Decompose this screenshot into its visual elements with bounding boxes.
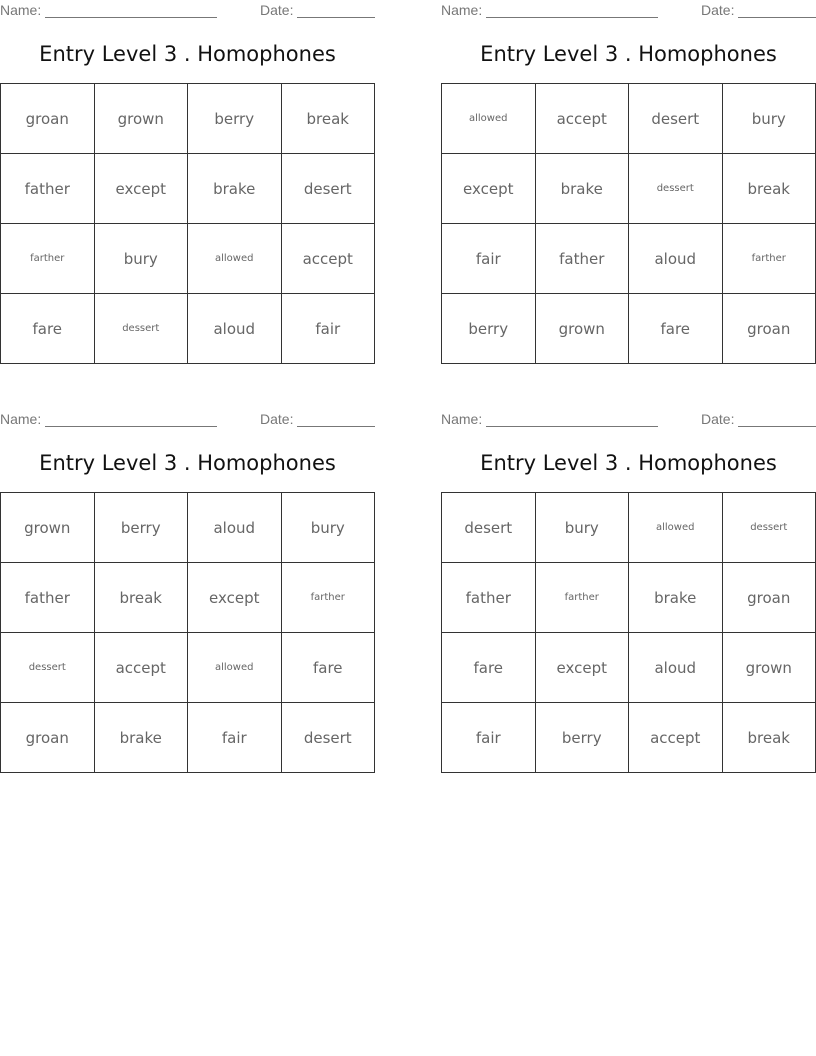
word-cell: desert: [629, 84, 723, 154]
word-cell: break: [94, 563, 188, 633]
word-cell: brake: [535, 154, 629, 224]
grid-row: [442, 563, 816, 633]
word-cell: except: [94, 154, 188, 224]
word-cell: grown: [94, 84, 188, 154]
name-label: Name:: [0, 411, 42, 427]
word-cell: break: [281, 84, 375, 154]
word-cell: except: [188, 563, 282, 633]
bingo-card: [441, 0, 816, 372]
word-cell: berry: [188, 84, 282, 154]
word-cell: groan: [1, 84, 95, 154]
word-grid: [0, 83, 375, 364]
grid-row: [442, 703, 816, 773]
word-cell: farther: [535, 563, 629, 633]
name-blank-line: [45, 17, 217, 18]
word-cell: desert: [281, 703, 375, 773]
name-blank-line: [486, 17, 658, 18]
word-cell: fare: [442, 633, 536, 703]
bingo-card: [0, 409, 375, 781]
word-cell: allowed: [629, 493, 723, 563]
word-cell: except: [535, 633, 629, 703]
grid-row: [442, 84, 816, 154]
word-cell: aloud: [188, 493, 282, 563]
word-cell: father: [1, 154, 95, 224]
word-cell: berry: [535, 703, 629, 773]
grid-row: [1, 154, 375, 224]
word-cell: accept: [629, 703, 723, 773]
word-cell: bury: [281, 493, 375, 563]
word-cell: berry: [442, 294, 536, 364]
word-cell: berry: [94, 493, 188, 563]
bingo-card: [0, 0, 375, 372]
word-grid: [0, 492, 375, 773]
word-cell: aloud: [629, 224, 723, 294]
grid-row: [1, 294, 375, 364]
word-cell: bury: [722, 84, 816, 154]
word-cell: dessert: [722, 493, 816, 563]
word-cell: accept: [94, 633, 188, 703]
grid-row: [442, 224, 816, 294]
word-cell: farther: [1, 224, 95, 294]
card-title: Entry Level 3 . Homophones: [39, 42, 336, 66]
word-cell: allowed: [442, 84, 536, 154]
name-label: Name:: [441, 2, 483, 18]
name-blank-line: [486, 426, 658, 427]
date-blank-line: [738, 17, 816, 18]
word-cell: accept: [281, 224, 375, 294]
word-cell: aloud: [188, 294, 282, 364]
word-cell: dessert: [94, 294, 188, 364]
word-cell: bury: [535, 493, 629, 563]
word-cell: groan: [722, 563, 816, 633]
word-cell: fare: [281, 633, 375, 703]
word-cell: father: [442, 563, 536, 633]
grid-row: [442, 294, 816, 364]
grid-row: [442, 493, 816, 563]
word-grid: [441, 492, 816, 773]
name-label: Name:: [441, 411, 483, 427]
word-cell: brake: [188, 154, 282, 224]
grid-row: [1, 84, 375, 154]
name-date-header: [441, 2, 816, 20]
grid-row: [1, 493, 375, 563]
word-cell: fair: [281, 294, 375, 364]
date-blank-line: [297, 17, 375, 18]
word-cell: allowed: [188, 633, 282, 703]
word-cell: except: [442, 154, 536, 224]
date-blank-line: [297, 426, 375, 427]
grid-row: [442, 633, 816, 703]
word-cell: grown: [722, 633, 816, 703]
word-cell: break: [722, 703, 816, 773]
word-cell: fair: [442, 224, 536, 294]
word-cell: fare: [629, 294, 723, 364]
word-grid: [441, 83, 816, 364]
bingo-card: [441, 409, 816, 781]
date-label: Date:: [260, 411, 294, 427]
word-cell: aloud: [629, 633, 723, 703]
grid-row: [1, 224, 375, 294]
grid-row: [1, 703, 375, 773]
name-date-header: [0, 411, 375, 429]
word-cell: farther: [281, 563, 375, 633]
name-blank-line: [45, 426, 217, 427]
grid-row: [1, 633, 375, 703]
word-cell: desert: [281, 154, 375, 224]
word-cell: dessert: [1, 633, 95, 703]
date-blank-line: [738, 426, 816, 427]
word-cell: farther: [722, 224, 816, 294]
word-cell: grown: [535, 294, 629, 364]
word-cell: father: [535, 224, 629, 294]
word-cell: fair: [442, 703, 536, 773]
card-title: Entry Level 3 . Homophones: [480, 42, 777, 66]
date-label: Date:: [701, 411, 735, 427]
word-cell: allowed: [188, 224, 282, 294]
name-date-header: [0, 2, 375, 20]
card-title: Entry Level 3 . Homophones: [480, 451, 777, 475]
word-cell: brake: [94, 703, 188, 773]
word-cell: accept: [535, 84, 629, 154]
word-cell: grown: [1, 493, 95, 563]
word-cell: fare: [1, 294, 95, 364]
word-cell: desert: [442, 493, 536, 563]
word-cell: groan: [722, 294, 816, 364]
card-title: Entry Level 3 . Homophones: [39, 451, 336, 475]
word-cell: break: [722, 154, 816, 224]
word-cell: bury: [94, 224, 188, 294]
grid-row: [442, 154, 816, 224]
date-label: Date:: [260, 2, 294, 18]
word-cell: brake: [629, 563, 723, 633]
grid-row: [1, 563, 375, 633]
name-date-header: [441, 411, 816, 429]
word-cell: father: [1, 563, 95, 633]
word-cell: fair: [188, 703, 282, 773]
word-cell: dessert: [629, 154, 723, 224]
word-cell: groan: [1, 703, 95, 773]
name-label: Name:: [0, 2, 42, 18]
date-label: Date:: [701, 2, 735, 18]
